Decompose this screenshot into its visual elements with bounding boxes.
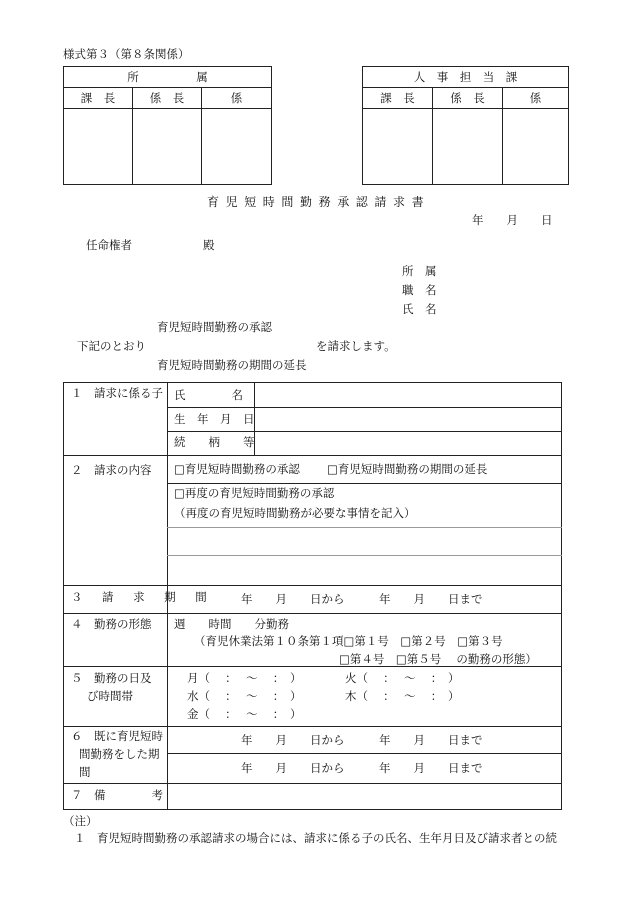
stamp-left-col-kakaricho: 係 長 xyxy=(133,88,202,109)
day-mon: 月（ ： 〜 ： ） xyxy=(187,671,302,685)
document-title: 育児短時間勤務承認請求書 xyxy=(207,195,431,209)
form-id: 様式第３（第８条関係） xyxy=(63,47,190,61)
stamp-right-col-kakaricho: 係 長 xyxy=(433,88,503,109)
stamp-left-seal-3 xyxy=(202,109,272,185)
day-wed: 水（ ： 〜 ： ） xyxy=(187,689,302,703)
stamp-left-col-kacho: 課 長 xyxy=(64,88,133,109)
row-days-label: ５ 勤務の日及 xyxy=(71,671,152,685)
day-tue: 火（ ： 〜 ： ） xyxy=(345,671,460,685)
row-past-label-2: 間勤務をした期 xyxy=(79,747,160,761)
date-line: 年 月 日 xyxy=(472,213,553,227)
stamp-right-header: 人 事 担 当 課 xyxy=(363,67,569,88)
past-period-1: 年 月 日から 年 月 日まで xyxy=(241,733,483,747)
row-past-label-3: 間 xyxy=(79,765,91,779)
applicant-dept-label: 所 属 xyxy=(402,264,437,278)
honorific: 殿 xyxy=(203,238,215,252)
applicant-name-label: 氏 名 xyxy=(402,302,437,316)
stamp-right-col-kakari: 係 xyxy=(503,88,569,109)
row-period-label: ３ 請 求 期 間 xyxy=(71,590,211,604)
day-fri: 金（ ： 〜 ： ） xyxy=(187,707,302,721)
row-child-label: １ 請求に係る子 xyxy=(71,386,163,400)
row-form-label: ４ 勤務の形態 xyxy=(71,617,152,631)
stamp-left-header: 所 属 xyxy=(64,67,272,88)
reapproval-note: （再度の育児短時間勤務が必要な事情を記入） xyxy=(174,506,416,520)
child-name-label: 氏 名 xyxy=(174,388,243,402)
stamp-box-personnel xyxy=(362,66,569,185)
applicant-position-label: 職 名 xyxy=(402,283,437,297)
form-hours-line: 週 時間 分勤務 xyxy=(174,617,289,631)
stamp-left-seal-1 xyxy=(64,109,133,185)
addressee: 任命権者 xyxy=(86,238,132,252)
row-content-label: ２ 請求の内容 xyxy=(71,463,152,477)
request-suffix: を請求します。 xyxy=(316,339,396,353)
stamp-right-seal-3 xyxy=(503,109,569,185)
child-relation-label: 続 柄 等 xyxy=(174,435,255,449)
child-birthdate-label: 生 年 月 日 xyxy=(174,412,255,426)
period-value: 年 月 日から 年 月 日まで xyxy=(241,592,483,606)
stamp-left-seal-2 xyxy=(133,109,202,185)
stamp-right-seal-1 xyxy=(363,109,433,185)
form-law-line-2: □第４号 □第５号 の勤務の形態） xyxy=(339,652,537,666)
notes-item-1: １ 育児短時間勤務の承認請求の場合には、請求に係る子の氏名、生年月日及び請求者との続 xyxy=(74,831,557,845)
stamp-right-col-kacho: 課 長 xyxy=(363,88,433,109)
row-remarks-label: ７ 備 考 xyxy=(71,788,163,802)
row-days-label-2: び時間帯 xyxy=(87,689,133,703)
stamp-left-col-kakari: 係 xyxy=(202,88,272,109)
row-past-label: ６ 既に育児短時 xyxy=(71,729,163,743)
past-period-2: 年 月 日から 年 月 日まで xyxy=(241,761,483,775)
checkbox-approval[interactable]: □育児短時間勤務の承認 xyxy=(174,462,300,476)
notes-heading: （注） xyxy=(63,814,98,828)
checkbox-reapproval[interactable]: □再度の育児短時間勤務の承認 xyxy=(174,486,335,500)
request-option-approval: 育児短時間勤務の承認 xyxy=(157,320,272,334)
request-prefix: 下記のとおり xyxy=(77,339,146,353)
stamp-right-seal-2 xyxy=(433,109,503,185)
stamp-box-department xyxy=(63,66,272,185)
checkbox-extension[interactable]: □育児短時間勤務の期間の延長 xyxy=(327,462,488,476)
request-option-extension: 育児短時間勤務の期間の延長 xyxy=(157,358,307,372)
form-law-line: （育児休業法第１０条第１項□第１号 □第２号 □第３号 xyxy=(194,634,503,648)
day-thu: 木（ ： 〜 ： ） xyxy=(345,689,460,703)
